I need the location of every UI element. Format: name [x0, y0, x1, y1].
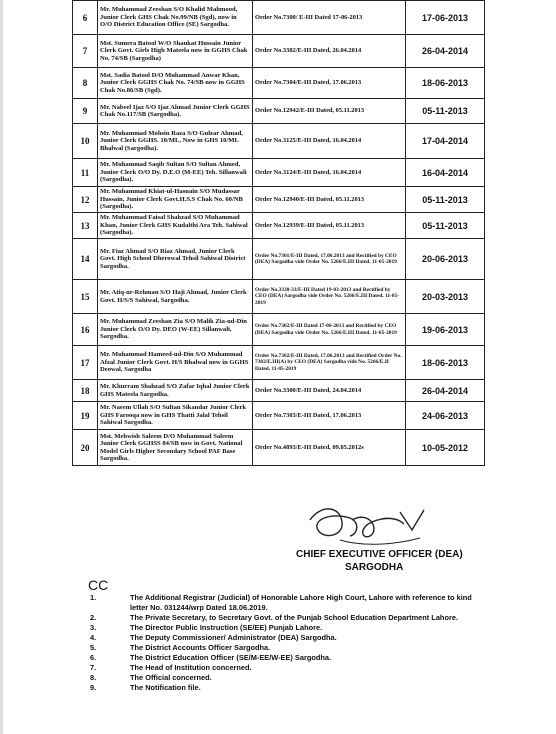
- order-reference-cell: Order No.3382/E-III Dated, 26.04.2014: [253, 35, 406, 68]
- cc-item-number: 8.: [90, 673, 97, 682]
- serial-number-cell: 13: [73, 213, 98, 239]
- cc-list: [90, 593, 490, 693]
- joining-date-cell: 10-05-2012: [406, 430, 485, 466]
- order-reference-cell: Order No.12939/E-III Dated, 05.11.2013: [253, 213, 406, 239]
- table-row: [73, 239, 485, 280]
- cc-item-text: The Director Public Instruction (SE/EE) Punjab Lahore.: [130, 623, 323, 632]
- signatory-title: CHIEF EXECUTIVE OFFICER (DEA): [296, 549, 463, 560]
- employee-details-cell: Mr. Muhammad Khiat-ul-Hasnain S/O Mudassar Hussain, Junior Clerk Govt.H.S.S Chak No. 60/NB (Sargodha).: [98, 187, 253, 213]
- cc-item-number: 7.: [90, 663, 97, 672]
- appointments-table: [72, 0, 485, 466]
- table-row: [73, 314, 485, 346]
- cc-item-text: The Notification file.: [130, 683, 201, 692]
- order-reference-cell: Order No.4893/E-III Dated, 09.05.2012s: [253, 430, 406, 466]
- serial-number-cell: 20: [73, 430, 98, 466]
- table-row: [73, 68, 485, 99]
- serial-number-cell: 16: [73, 314, 98, 346]
- cc-item-number: 2.: [90, 613, 97, 622]
- employee-details-cell: Mr. Muhammad Zeeshan Zia S/O Malik Zia-ud-Din Junior Clerk O/O Dy. DEO (W-EE) Sillanwali, Sargodha.: [98, 314, 253, 346]
- cc-item: [90, 623, 490, 633]
- table-row: [73, 99, 485, 124]
- cc-item: [90, 663, 490, 673]
- cc-item: [90, 643, 490, 653]
- employee-details-cell: Mst. Mehwish Saleem D/O Muhammad Saleem Junior Clerk GGHSS 84/SB now in Govt. National Model Girls Higher Secondary School PAF Base Sargodha.: [98, 430, 253, 466]
- cc-item: [90, 613, 490, 623]
- table-row: [73, 159, 485, 187]
- employee-details-cell: Mr. Muhammad Zeeshan S/O Khalid Mahmood, Junior Clerk GHS Chak No.99/NB (Sgd), now in O/O District Education Office (SE) Sargodha.: [98, 1, 253, 35]
- serial-number-cell: 6: [73, 1, 98, 35]
- table-row: [73, 187, 485, 213]
- cc-item-number: 6.: [90, 653, 97, 662]
- cc-item-text: The Additional Registrar (Judicial) of Honorable Lahore High Court, Lahore with reference to kind letter No. 031244/wrp Dated 18.06.2019.: [130, 593, 472, 612]
- cc-item-number: 9.: [90, 683, 97, 692]
- table-row: [73, 346, 485, 380]
- order-reference-cell: Order No.12942/E-III Dated, 05.11.2013: [253, 99, 406, 124]
- employee-details-cell: Mr. Muhammad Saqib Sultan S/O Sultan Ahmed, Junior Clerk O/O Dy. D.E.O (M-EE) Teh. Sillanwali (Sargodha).: [98, 159, 253, 187]
- cc-item-text: The District Education Officer (SE/M-EE/W-EE) Sargodha.: [130, 653, 332, 662]
- order-reference-cell: Order No.3125/E-III Dated, 16.04.2014: [253, 124, 406, 159]
- table-row: [73, 213, 485, 239]
- table-row: [73, 1, 485, 35]
- joining-date-cell: 05-11-2013: [406, 99, 485, 124]
- order-reference-cell: Order No.12940/E-III Dated, 05.11.2013: [253, 187, 406, 213]
- joining-date-cell: 17-06-2013: [406, 1, 485, 35]
- cc-item: [90, 593, 490, 613]
- order-reference-cell: Order No.7303/E-III Dated, 17.06.2013: [253, 402, 406, 430]
- table-row: [73, 380, 485, 402]
- serial-number-cell: 8: [73, 68, 98, 99]
- employee-details-cell: Mr. Muhammad Hameed-ud-Din S/O Muhammad Afzal Junior Clerk Govt. H/S Bhalwal now in GGHS Deowal, Sargodha: [98, 346, 253, 380]
- table-row: [73, 430, 485, 466]
- cc-item-number: 4.: [90, 633, 97, 642]
- employee-details-cell: Mst. Sumera Batool W/O Shaukat Hussain Junior Clerk Govt. Girls High Mateela now in GGHS Chak No. 74/SB (Sargodha): [98, 35, 253, 68]
- employee-details-cell: Mr. Muhammad Mohsin Raza S/O Gulzar Ahmad, Junior Clerk GGHS. 10/ML, Now in GHS 10/ML Bhalwal (Sargodha).: [98, 124, 253, 159]
- cc-item-text: The Deputy Commissioner/ Administrator (DEA) Sargodha.: [130, 633, 337, 642]
- order-reference-cell: Order No.7301/E-III Dated, 17.06.2013 and Rectified by CEO (DEA) Sargodha vide Order No. 5266/E.III Dated. 11-05-2019: [253, 239, 406, 280]
- signature-image: [300, 500, 440, 550]
- order-reference-cell: Order No.3300/E-III Dated, 24.04.2014: [253, 380, 406, 402]
- cc-item-text: The Official concerned.: [130, 673, 212, 682]
- employee-details-cell: Mr. Nabeel Ijaz S/O Ijaz Ahmad Junior Clerk GGHS Chak No.117/SB (Sargodha).: [98, 99, 253, 124]
- serial-number-cell: 19: [73, 402, 98, 430]
- cc-item-number: 1.: [90, 593, 97, 602]
- serial-number-cell: 12: [73, 187, 98, 213]
- order-reference-cell: Order No.7304/E-III Dated, 17.06.2013: [253, 68, 406, 99]
- cc-item-number: 3.: [90, 623, 97, 632]
- signatory-city: SARGODHA: [345, 562, 404, 573]
- order-reference-cell: Order No.3124/E-III Dated, 16.04.2014: [253, 159, 406, 187]
- scan-edge: [0, 0, 3, 734]
- table-row: [73, 124, 485, 159]
- joining-date-cell: 26-04-2014: [406, 35, 485, 68]
- cc-item: [90, 673, 490, 683]
- cc-label: CC: [88, 577, 109, 593]
- order-reference-cell: Order No.7300/ E-III Dated 17-06-2013: [253, 1, 406, 35]
- joining-date-cell: 26-04-2014: [406, 380, 485, 402]
- employee-details-cell: Mr. Atiq-ur-Rehman S/O Haji Ahmad, Junior Clerk Govt. H/S/S Sahiwal, Sargodha.: [98, 280, 253, 314]
- appointments-table-body: [73, 1, 485, 466]
- cc-item-text: The Head of Institution concerned.: [130, 663, 252, 672]
- joining-date-cell: 05-11-2013: [406, 213, 485, 239]
- joining-date-cell: 20-06-2013: [406, 239, 485, 280]
- cc-item-text: The District Accounts Officer Sargodha.: [130, 643, 271, 652]
- serial-number-cell: 7: [73, 35, 98, 68]
- joining-date-cell: 24-06-2013: [406, 402, 485, 430]
- serial-number-cell: 18: [73, 380, 98, 402]
- table-row: [73, 402, 485, 430]
- joining-date-cell: 18-06-2013: [406, 346, 485, 380]
- joining-date-cell: 16-04-2014: [406, 159, 485, 187]
- order-reference-cell: Order No.7302/E-III Dated, 17.06.2013 and Rectified Order No. 7302/E.III(A) by CEO (DEA) Sargodha vide No. 5266/E.II Dated. 11-05-2019: [253, 346, 406, 380]
- serial-number-cell: 10: [73, 124, 98, 159]
- employee-details-cell: Mr. Fiaz Ahmad S/O Riaz Ahmad, Junior Clerk Govt. High School Dherowal Tehsil Sahiwal District Sargodha.: [98, 239, 253, 280]
- joining-date-cell: 20-03-2013: [406, 280, 485, 314]
- joining-date-cell: 17-04-2014: [406, 124, 485, 159]
- cc-item: [90, 653, 490, 663]
- serial-number-cell: 9: [73, 99, 98, 124]
- cc-item-number: 5.: [90, 643, 97, 652]
- employee-details-cell: Mst. Sadia Batool D/O Muhammad Anwar Khan, Junior Clerk GGHS Chak No. 74/SB now in GGHS Chak No.86/SB (Sgd).: [98, 68, 253, 99]
- order-reference-cell: Order No.7302/E-III Dated 17-06-2013 and Rectified by CEO (DEA) Sargodha vide Order No. 5266/E.III Dated. 11-05-2019: [253, 314, 406, 346]
- table-row: [73, 35, 485, 68]
- employee-details-cell: Mr. Khurram Shahzad S/O Zafar Iqbal Junior Clerk GHS Mateela Sargodha.: [98, 380, 253, 402]
- order-reference-cell: Order No.3330-33/E-III Dated 19-03-2013 and Rectified by CEO (DEA) Sargodha vide Order No. 5266/E.III Dated. 11-05-2019: [253, 280, 406, 314]
- serial-number-cell: 11: [73, 159, 98, 187]
- cc-item: [90, 683, 490, 693]
- joining-date-cell: 05-11-2013: [406, 187, 485, 213]
- employee-details-cell: Mr. Muhammad Faisal Shahzad S/O Muhammad Khan, Junior Clerk GHS Kudalthi Ara Teh. Sahiwal (Sargodha).: [98, 213, 253, 239]
- joining-date-cell: 19-06-2013: [406, 314, 485, 346]
- employee-details-cell: Mr. Naeem Ullah S/O Sultan Sikandar Junior Clerk GHS Farooqa now in GHS Thatti Jalal Tehsil Sahiwal Sargodha.: [98, 402, 253, 430]
- serial-number-cell: 17: [73, 346, 98, 380]
- cc-item-text: The Private Secretary, to Secretary Govt. of the Punjab School Education Department Lahore.: [130, 613, 459, 622]
- cc-item: [90, 633, 490, 643]
- table-row: [73, 280, 485, 314]
- serial-number-cell: 14: [73, 239, 98, 280]
- joining-date-cell: 18-06-2013: [406, 68, 485, 99]
- serial-number-cell: 15: [73, 280, 98, 314]
